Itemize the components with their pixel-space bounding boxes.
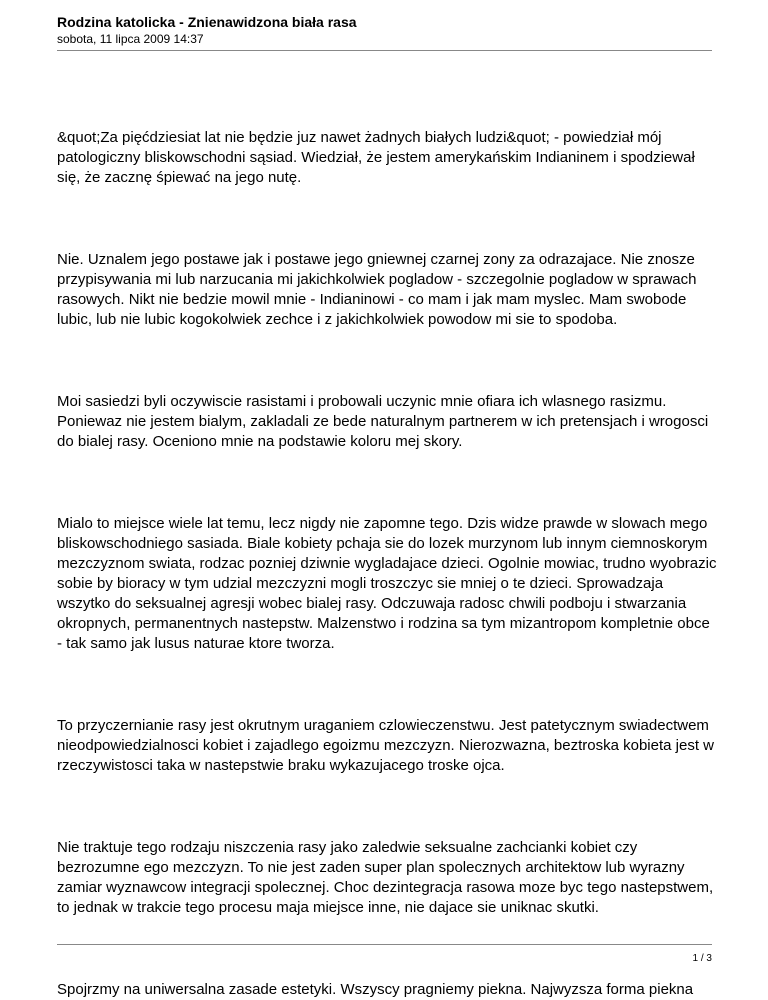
- paragraph-1: &quot;Za pięćdziesiat lat nie będzie juz nawet żadnych białych ludzi&quot; - powiedział mój patologiczny bliskowschodni sąsiad. Wiedział, że jestem amerykańskim Indianinem i spodziewał się, że zacznę śpiewać na jego nutę.: [57, 129, 695, 186]
- paragraph-3: Moi sasiedzi byli oczywiscie rasistami i probowali uczynic mnie ofiara ich wlasnego rasizmu. Poniewaz nie jestem bialym, zakladali ze bede naturalnym partnerem w ich pretensjach i wrogosci do bialej rasy. Oceniono mnie na podstawie koloru mej skory.: [57, 393, 709, 450]
- page-number: 1 / 3: [692, 953, 712, 964]
- document-title: Rodzina katolicka - Znienawidzona biała rasa: [57, 14, 357, 30]
- paragraph-4: Mialo to miejsce wiele lat temu, lecz nigdy nie zapomne tego. Dzis widze prawde w slowach mego bliskowschodniego sasiada. Biale kobiety pchaja sie do lozek murzynom lub innym ciemnoskorym mezczyznom swiata, rodzac pozniej dziwnie wygladajace dzieci. Ogolnie mowiac, trudno wyobrazic sobie by bioracy w tym udzial mezczyzni mogli troszczyc sie mniej o te dzieci. Sprowadzaja wszytko do seksualnej agresji wobec bialej rasy. Odczuwaja radosc chwili podboju i stwarzania okropnych, permanentnych nastepstw. Malzenstwo i rodzina sa tym mizantropom kompletnie obce - tak samo jak lusus naturae ktore tworza.: [57, 515, 717, 652]
- paragraph-2: Nie. Uznalem jego postawe jak i postawe jego gniewnej czarnej zony za odrazajace. Nie znosze przypisywania mi lub narzucania mi jakichkolwiek pogladow - szczegolnie pogladow w sprawach rasowych. Nikt nie bedzie mowil mnie - Indianinowi - co mam i jak mam myslec. Mam swobode lubic, lub nie lubic kogokolwiek zechce i z jakichkolwiek powodow mi sie to spodoba.: [57, 251, 697, 328]
- paragraph-7: Spojrzmy na uniwersalna zasade estetyki. Wszyscy pragniemy piekna. Najwyzsza forma piekna: [57, 981, 694, 998]
- paragraph-6: Nie traktuje tego rodzaju niszczenia rasy jako zaledwie seksualne zachcianki kobiet czy bezrozumne ego mezczyzn. To nie jest zaden super plan spolecznych architektow lub wyrazny zamiar wyznawcow integracji spolecznej. Choc dezintegracja rasowa moze byc tego nastepstwem, to jednak w trakcie tego procesu maja miejsce inne, nie dajace sie uniknac skutki.: [57, 839, 714, 916]
- header-divider: [57, 50, 712, 51]
- footer-divider: [57, 944, 712, 945]
- paragraph-5: To przyczernianie rasy jest okrutnym uraganiem czlowieczenstwu. Jest patetycznym swiadectwem nieodpowiedzialnosci kobiet i zajadlego egoizmu mezczyzn. Nierozwazna, beztroska kobieta jest w rzeczywistosci taka w nastepstwie braku wykazujacego troske ojca.: [57, 717, 715, 774]
- article-body: [57, 128, 717, 1000]
- publication-date: sobota, 11 lipca 2009 14:37: [57, 32, 204, 46]
- page-header: [57, 14, 712, 47]
